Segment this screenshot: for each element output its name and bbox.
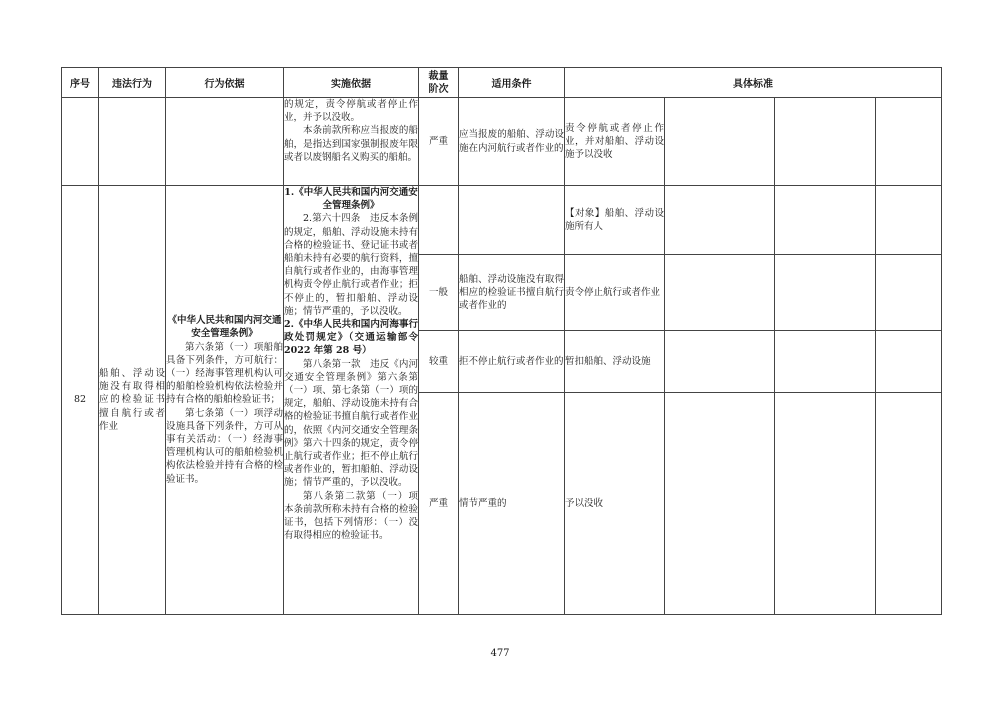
cont-condition-cell: 应当报废的船舶、浮动设施在内河航行或者作业的 <box>459 98 565 186</box>
standard-82-1: 责令停止航行或者作业 <box>565 255 665 331</box>
condition-82-0 <box>459 186 565 255</box>
impl-82-para-1: 2.第六十四条 违反本条例的规定，船舶、浮动设施未持有合格的检验证书、登记证书或者船舶未持有必要的航行资料，擅自航行或者作业的，由海事管理机构责令停止航行或者作业；拒不停止的，暂扣船舶、浮动设施；情节严重的，予以没收。 <box>284 213 418 317</box>
condition-82-3: 情节严重的 <box>459 393 565 615</box>
empty-cell <box>665 331 775 393</box>
empty-cell <box>775 331 876 393</box>
header-row <box>62 68 942 98</box>
impl-82-para-3: 第八条第二款第（一）项 本条前款所称未持有合格的检验证书，包括下列情形：（一）没有取得相应的检验证书。 <box>284 490 428 542</box>
level-82-0 <box>419 186 459 255</box>
penalty-standards-table <box>61 67 942 615</box>
table-row-continuation <box>62 98 942 186</box>
empty-cell <box>775 255 876 331</box>
header-standard: 具体标准 <box>565 68 942 98</box>
violation-82-cell: 船舶、浮动设施没有取得相应的检验证书擅自航行或者作业 <box>99 186 166 615</box>
empty-cell <box>876 98 942 186</box>
empty-cell <box>665 186 775 255</box>
header-level: 裁量阶次 <box>419 68 459 98</box>
table-row-82-object <box>62 186 942 255</box>
cont-level-cell: 严重 <box>419 98 459 186</box>
basis-82-para-2: 第七条第（一）项浮动设施具备下列条件，方可从事有关活动：（一）经海事管理机构认可的船舶检验机构依法检验并持有合格的检验证书。 <box>166 407 283 485</box>
impl-82-cell <box>284 186 428 615</box>
level-82-1: 一般 <box>419 255 459 331</box>
impl-82-title-2: 2.《中华人民共和国内河海事行政处罚规定》（交通运输部令 2022 年第 28 号） <box>284 319 418 357</box>
empty-cell <box>665 255 775 331</box>
header-basis: 行为依据 <box>166 68 284 98</box>
basis-82-cell <box>166 186 284 615</box>
page-number: 477 <box>490 648 510 659</box>
cont-violation-cell <box>99 98 166 186</box>
condition-82-2: 拒不停止航行或者作业的 <box>459 331 565 393</box>
empty-cell <box>876 186 942 255</box>
cont-impl-cell <box>284 98 419 186</box>
cont-impl-line-1: 的规定，责令停航或者停止作业，并予以没收。 <box>284 99 418 124</box>
empty-cell <box>876 255 942 331</box>
empty-cell <box>665 393 775 615</box>
empty-cell <box>876 331 942 393</box>
standard-82-0: 【对象】船舶、浮动设施所有人 <box>565 186 665 255</box>
cont-impl-line-2: 本条前款所称应当报废的船舶，是指达到国家强制报废年限或者以废钢船名义购买的船舶。 <box>284 125 418 163</box>
standard-82-3: 予以没收 <box>565 393 665 615</box>
cont-standard-cell: 责令停航或者停止作业，并对船舶、浮动设施予以没收 <box>565 98 665 186</box>
seq-82-cell: 82 <box>62 186 99 615</box>
empty-cell <box>665 98 775 186</box>
cont-seq-cell <box>62 98 99 186</box>
empty-cell <box>775 186 876 255</box>
impl-82-para-2: 第八条第一款 违反《内河交通安全管理条例》第六条第（一）项、第七条第（一）项的规定，船舶、浮动设施未持有合格的检验证书擅自航行或者作业的，依照《内河交通安全管理条例》第六十四条的规定，责令停止航行或者作业；拒不停止航行或者作业的，暂扣船舶、浮动设施；情节严重的，予以没收。 <box>284 358 418 489</box>
header-condition: 适用条件 <box>459 68 565 98</box>
basis-82-para-1: 第六条第（一）项船舶具备下列条件，方可航行：（一）经海事管理机构认可的船舶检验机构依法检验并持有合格的船舶检验证书； <box>166 341 283 406</box>
header-seq: 序号 <box>62 68 99 98</box>
standard-82-2: 暂扣船舶、浮动设施 <box>565 331 665 393</box>
level-82-2: 较重 <box>419 331 459 393</box>
level-82-3: 严重 <box>419 393 459 615</box>
empty-cell <box>775 393 876 615</box>
condition-82-1: 船舶、浮动设施没有取得相应的检验证书擅自航行或者作业的 <box>459 255 565 331</box>
header-impl: 实施依据 <box>284 68 419 98</box>
impl-82-title-1: 1.《中华人民共和国内河交通安全管理条例》 <box>284 187 418 212</box>
header-violation: 违法行为 <box>99 68 166 98</box>
empty-cell <box>876 393 942 615</box>
cont-basis-cell <box>166 98 284 186</box>
empty-cell <box>775 98 876 186</box>
basis-82-title: 《中华人民共和国内河交通安全管理条例》 <box>167 315 282 340</box>
